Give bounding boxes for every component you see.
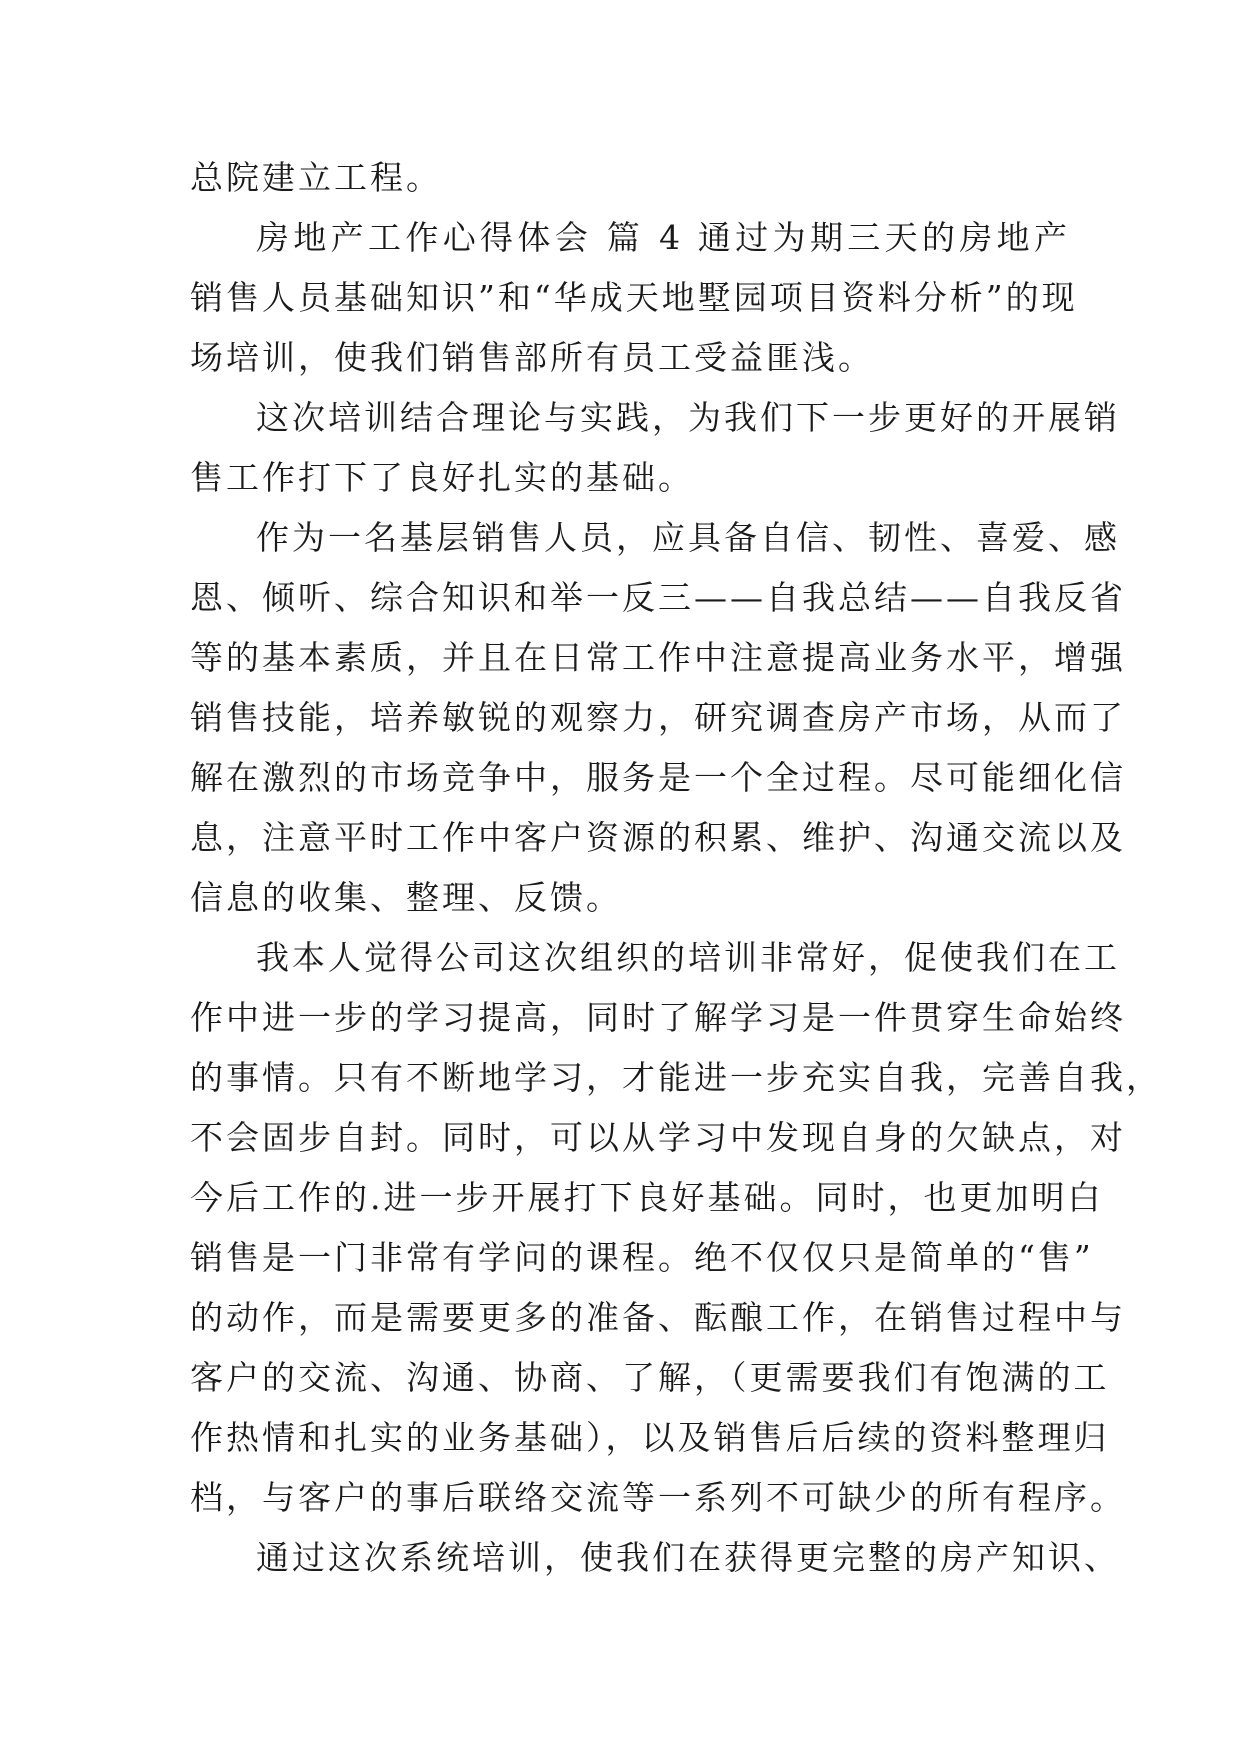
text-line: 销售技能，培养敏锐的观察力，研究调查房产市场，从而了 [190, 698, 1126, 737]
text-line: 息，注意平时工作中客户资源的积累、维护、沟通交流以及 [190, 818, 1126, 857]
text-line: 作中进一步的学习提高，同时了解学习是一件贯穿生命始终 [190, 998, 1126, 1037]
text-line: 销售是一门非常有学问的课程。绝不仅仅只是简单的“售” [190, 1238, 1094, 1277]
text-line: 作热情和扎实的业务基础），以及销售后后续的资料整理归 [190, 1418, 1110, 1457]
document-body [190, 148, 1162, 1588]
text-line: 销售人员基础知识”和“华成天地墅园项目资料分析”的现 [190, 278, 1078, 317]
text-line: 作为一名基层销售人员，应具备自信、韧性、喜爱、感 [256, 518, 1120, 557]
text-line: 这次培训结合理论与实践，为我们下一步更好的开展销 [256, 398, 1120, 437]
text-line: 通过这次系统培训，使我们在获得更完整的房产知识、 [256, 1538, 1120, 1577]
text-line: 客户的交流、沟通、协商、了解，（更需要我们有饱满的工 [190, 1358, 1110, 1397]
text-line: 档，与客户的事后联络交流等一系列不可缺少的所有程序。 [190, 1478, 1126, 1517]
text-line: 等的基本素质，并且在日常工作中注意提高业务水平，增强 [190, 638, 1126, 677]
text-line: 的事情。只有不断地学习，才能进一步充实自我，完善自我， [190, 1058, 1162, 1097]
text-line: 售工作打下了良好扎实的基础。 [190, 458, 694, 497]
text-line: 场培训，使我们销售部所有员工受益匪浅。 [190, 338, 874, 377]
text-line: 房地产工作心得体会 篇 4 通过为期三天的房地产 [256, 218, 1070, 257]
text-line: 的动作，而是需要更多的准备、酝酿工作，在销售过程中与 [190, 1298, 1126, 1337]
text-line: 今后工作的.进一步开展打下良好基础。同时，也更加明白 [190, 1178, 1104, 1217]
text-line: 解在激烈的市场竞争中，服务是一个全过程。尽可能细化信 [190, 758, 1126, 797]
text-line: 恩、倾听、综合知识和举一反三——自我总结——自我反省 [190, 578, 1126, 617]
text-line: 不会固步自封。同时，可以从学习中发现自身的欠缺点，对 [190, 1118, 1126, 1157]
text-line: 总院建立工程。 [190, 158, 442, 197]
text-line: 我本人觉得公司这次组织的培训非常好，促使我们在工 [256, 938, 1120, 977]
text-line: 信息的收集、整理、反馈。 [190, 878, 622, 917]
